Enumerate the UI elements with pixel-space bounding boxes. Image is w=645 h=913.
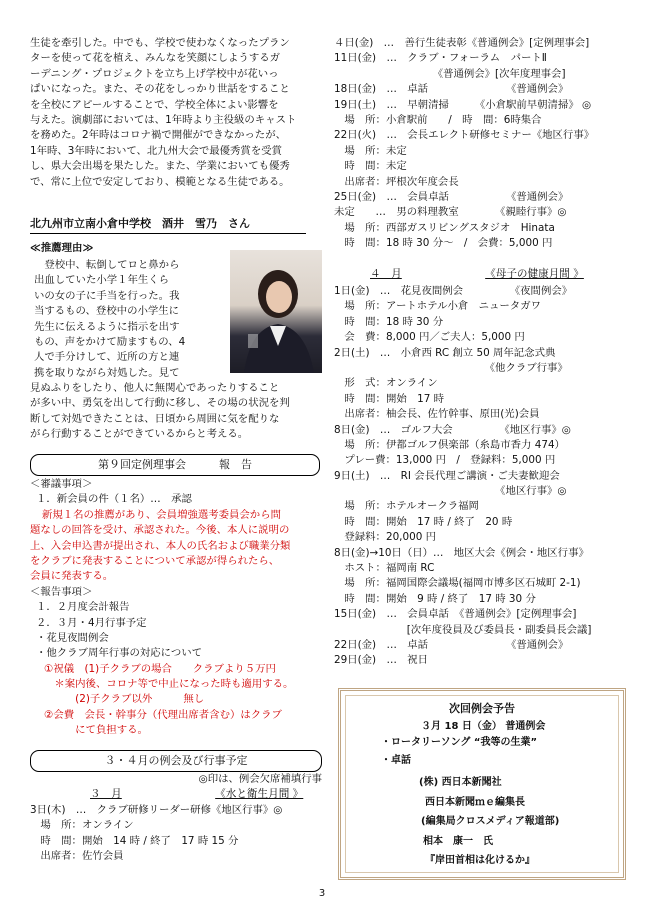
student-heading: 北九州市立南小倉中学校 酒井 雪乃 さん [30,215,306,234]
schedule-march [30,772,322,865]
text-line: 登録料：20,000 円 [334,531,437,544]
reason-paragraph-short [34,258,224,381]
april-theme: 《母子の健康月間 》 [485,268,584,280]
reason-paragraph-long [30,381,322,443]
text-line: 携を取りながら対処した。見て [34,366,180,379]
text-line: ・他クラブ周年行事の対応について [36,647,203,660]
text-line: 見ぬふりをしたり、他人に無関心であったりすること [30,382,280,394]
next-meeting-talk: ・卓話 [381,755,411,766]
text-line: がら行動することができているからと考える。 [30,428,249,441]
schedule-right-b [334,284,626,669]
deliberation-title: ＜審議事項＞ [30,478,93,490]
text-line: 出席者：坪根次年度会長 [334,175,459,188]
text-line: 場 所：ホテルオークラ福岡 [334,500,479,513]
text-line: 2日(土) … 小倉西 RC 創立 50 周年記念式典 [334,346,556,359]
text-line: 登校中、転倒してロと鼻から [34,259,180,271]
text-line: 22日(金) … 卓話 《普通例会》 [334,638,569,651]
reason-title: ≪推薦理由≫ [30,242,94,254]
text-line: 時 間：18 時 30 分～ / 会費：5,000 円 [334,237,553,250]
schedule-title: ３・４月の例会及び行事予定 [30,750,322,772]
text-line: にて負担する。 [44,724,148,737]
text-line: 《他クラブ行事》 [334,361,568,374]
text-line: 場 所：オンライン [30,819,134,832]
text-line: 形 式：オンライン [334,377,438,390]
council-report [30,477,322,739]
april-label: ４ 月 [370,268,402,280]
text-line: 時 間：開始 17 時 [334,392,445,405]
next-meeting-date: ３月 18 日（金） 普通例会 [421,721,546,732]
text-line: 題なしの回答を受け、承認された。今後、本人に説明の [30,524,290,537]
next-meeting-title: 次回例会予告 [449,702,515,715]
text-line: 時 間：18 時 30 分 [334,315,444,328]
text-line: 場 所：伊都ゴルフ倶楽部（糸島市香力 474） [334,438,565,451]
council-report-title: 第９回定例理事会 報 告 [30,454,320,476]
text-line: 当するもの、登校中の小学生に [34,305,180,318]
text-line: 出席者：佐竹会員 [30,850,124,863]
text-line: 3日(木) … クラブ研修リーダー研修《地区行事》◎ [30,803,283,816]
text-line: 8日(金)→10日（日）… 地区大会《例会・地区行事》 [334,546,589,559]
text-line: 上、入会申込書が提出され、本人の氏名および職業分類 [30,539,291,552]
text-line: 《普通例会》[次年度理事会] [334,67,566,80]
text-line: を全校にアピールすることで、学校全体によい影響を [30,98,279,111]
text-line: 25日(金) … 会員卓話 《普通例会》 [334,190,569,203]
text-line: プレー費：13,000 円 / 登録料：5,000 円 [334,454,556,467]
text-line: し、県大会出場を果たした。また、学業においても優秀 [30,160,290,173]
text-line: ーデニング・プロジェクトを立ち上げ学校中が花いっ [30,67,279,80]
text-line: 時 間：開始 17 時 / 終了 20 時 [334,515,513,528]
next-meeting-box [338,688,626,880]
text-line: 会員に発表する。 [30,570,114,583]
text-line: 人で手分けして、近所の方と連 [34,351,180,364]
march-theme: 《水と衛生月間 》 [215,788,304,801]
text-line: ＊案内後、コロナ等で中止になった時も適用する。 [44,678,294,691]
text-line: 未定 … 男の料理教室 《親睦行事》◎ [334,206,567,219]
intro-paragraph [30,36,322,190]
text-line: １．２月度会計報告 [36,601,130,614]
text-line: 場 所：小倉駅前 / 時 間：6時集合 [334,113,542,126]
text-line: 11日(金) … クラブ・フォーラム パートⅡ [334,52,547,65]
student-photo-figure [230,250,322,373]
text-line: をクラブに発表することについて承認が得られたら、 [30,554,280,567]
text-line: ・花見夜間例会 [36,631,109,644]
text-line: を務めた。2年時はコロナ禍で開催ができなかったが、 [30,129,286,142]
text-line: 1年時、3年時において、北九州大会で最優秀賞を受賞 [30,144,282,157]
text-line: 場 所：西部ガスリビングスタジオ Hinata [334,221,555,234]
text-line: (2)子クラブ以外 無し [44,693,205,706]
text-line: 《地区行事》◎ [334,485,567,498]
text-line: 19日(土) … 早朝清掃 《小倉駅前早朝清掃》 ◎ [334,98,592,111]
text-line: ターを使って花を植え、みんなを笑顔にしようするガ [30,52,280,65]
text-line: 新規１名の推薦があり、会員増強選考委員会から問 [42,508,281,521]
student-photo [230,250,322,373]
text-line: 時 間：未定 [334,160,407,173]
report-title: ＜報告事項＞ [30,585,93,598]
text-line: ホスト：福岡南 RC [334,562,435,575]
next-meeting-song: ・ロータリーソング “我等の生業” [381,737,538,748]
text-line: が多い中、勇気を出して行動に移し、その場の状況を判 [30,397,290,410]
text-line: 与えた。演劇部においては、1年時より主役級のキャスト [30,113,297,126]
april-heading [370,266,584,281]
text-line: 生徒を牽引した。中でも、学校で使わなくなったプラン [30,37,290,49]
text-line: 9日(土) … RI 会長代理ご講演・ご夫妻歓迎会 [334,469,560,482]
text-line: ２．３月・4月行事予定 [36,616,147,629]
text-line: 18日(金) … 卓話 《普通例会》 [334,83,569,96]
schedule-note: ◎印は、例会欠席補填行事 [198,773,322,785]
march-heading [30,787,322,803]
text-line: 出血していた小学１年生くら [34,274,170,287]
text-line: いの女の子に手当を行った。我 [34,289,180,302]
talk-topic: 『岸田首相は化けるか』 [425,855,535,866]
text-line: １．新会員の件（１名）… 承認 [36,493,192,506]
march-label: ３ 月 [90,788,122,801]
text-line: 22日(火) … 会長エレクト研修セミナー《地区行事》 [334,129,595,142]
text-line: ①祝儀 (1)子クラブの場合 クラブより５万円 [44,662,276,675]
text-line: [次年度役員及び委員長・副委員長会議] [334,623,592,636]
text-line: 時 間：開始 9 時 / 終了 17 時 30 分 [334,592,536,605]
text-line: 会 費：8,000 円／ご夫人：5,000 円 [334,331,525,344]
text-line: 29日(金) … 祝日 [334,654,429,667]
speaker-dept: 西日本新聞ｍｅ編集長 [425,797,525,808]
text-line: 場 所：アートホテル小倉 ニュータガワ [334,300,541,313]
text-line: ４日(金) … 善行生徒表彰《普通例会》[定例理事会] [334,37,590,49]
text-line: ぱいになった。また、その花をしっかり世話をすること [30,83,290,96]
text-line: 1日(金) … 花見夜間例会 《夜間例会》 [334,285,573,297]
text-line: 15日(金) … 会員卓話 《普通例会》[定例理事会] [334,608,577,621]
schedule-right-a [334,36,626,251]
speaker-dept2: (編集局クロスメディア報道部) [421,816,560,827]
text-line: もの、声をかけて励ますもの、4 [34,335,186,348]
speaker-name: 相本 康一 氏 [423,836,493,847]
text-line: 先生に伝えるように指示を出す [34,320,180,333]
text-line: ②会費 会長・幹事分（代理出席者含む）はクラブ [44,708,282,721]
page-number: 3 [318,888,326,899]
text-line: 時 間：開始 14 時 / 終了 17 時 15 分 [30,834,239,847]
text-line: 出席者：柚会長、佐竹幹事、原田(光)会員 [334,408,540,421]
text-line: 場 所：福岡国際会議場(福岡市博多区石城町 2-1) [334,577,581,590]
speaker-org: (株) 西日本新聞社 [419,777,502,788]
text-line: 断して対処できたことは、日頃から周囲に気を配りな [30,412,280,425]
text-line: 8日(金) … ゴルフ大会 《地区行事》◎ [334,423,571,436]
text-line: で、常に上位で安定しており、模範となる生徒である。 [30,175,290,188]
text-line: 場 所：未定 [334,144,407,157]
